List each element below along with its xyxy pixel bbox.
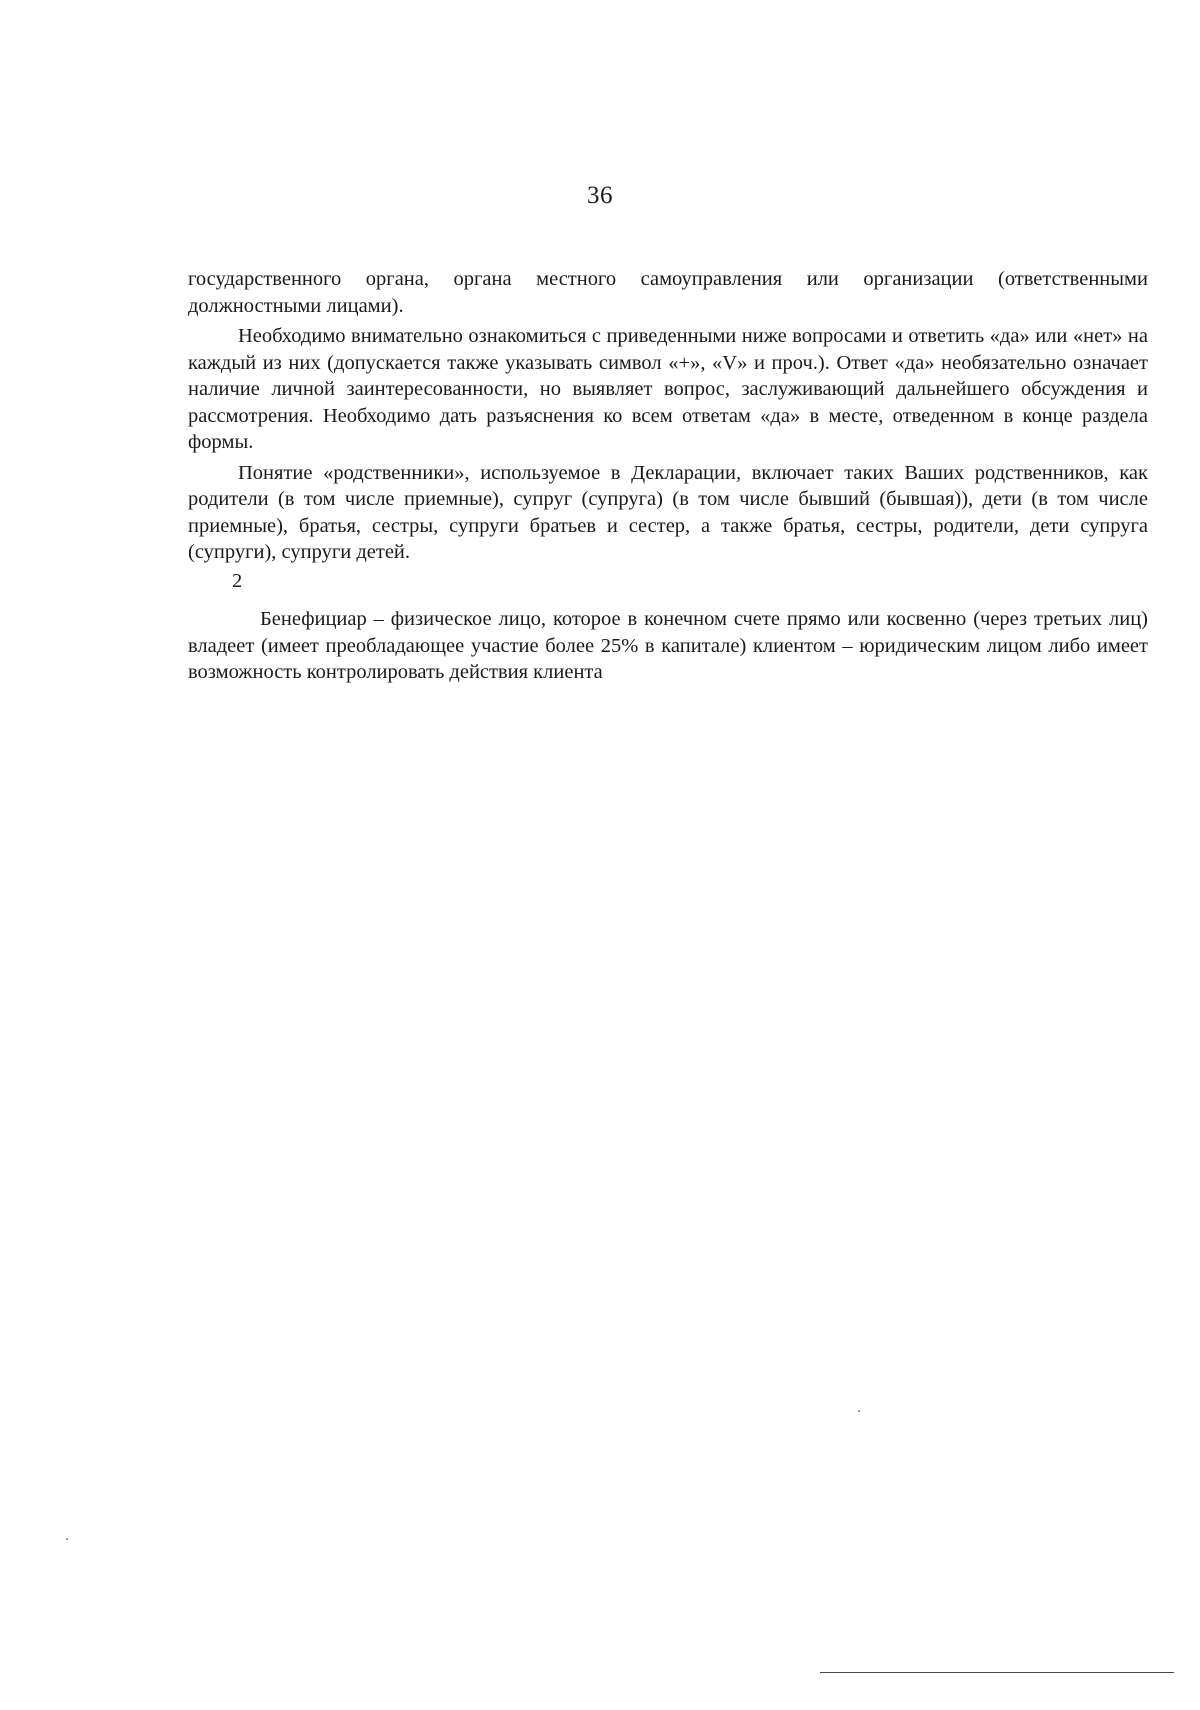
footnote-text: Бенефициар – физическое лицо, которое в конечном счете прямо или косвенно (через третьих лиц) владеет (имеет преобладающее участие более 25% в капитале) клиентом – юридическим лицом либо имеет возможность контролировать действия клиента [188, 608, 1148, 683]
bottom-rule [820, 1672, 1174, 1673]
document-body [188, 266, 1148, 686]
scan-speck [858, 1410, 860, 1412]
scan-speck [66, 1538, 68, 1540]
paragraph-continuation: государственного органа, органа местного самоуправления или организации (ответственными должностными лицами). [188, 268, 1148, 317]
footnote-number: 2 [232, 569, 243, 592]
page-number: 36 [587, 182, 613, 209]
paragraph-instructions: Необходимо внимательно ознакомиться с приведенными ниже вопросами и ответить «да» или «нет» на каждый из них (допускается также указывать символ «+», «V» и проч.). Ответ «да» необязательно означает наличие личной заинтересованности, но выявляет вопрос, заслуживающий дальнейшего обсуждения и рассмотрения. Необходимо дать разъяснения ко всем ответам «да» в месте, отведенном в конце раздела формы. [188, 325, 1148, 453]
paragraph-relatives-definition: Понятие «родственники», используемое в Декларации, включает таких Ваших родственников, как родители (в том числе приемные), супруг (супруга) (в том числе бывший (бывшая)), дети (в том числе приемные), братья, сестры, супруги братьев и сестер, а также братья, сестры, родители, дети супруга (супруги), супруги детей. [188, 461, 1148, 563]
